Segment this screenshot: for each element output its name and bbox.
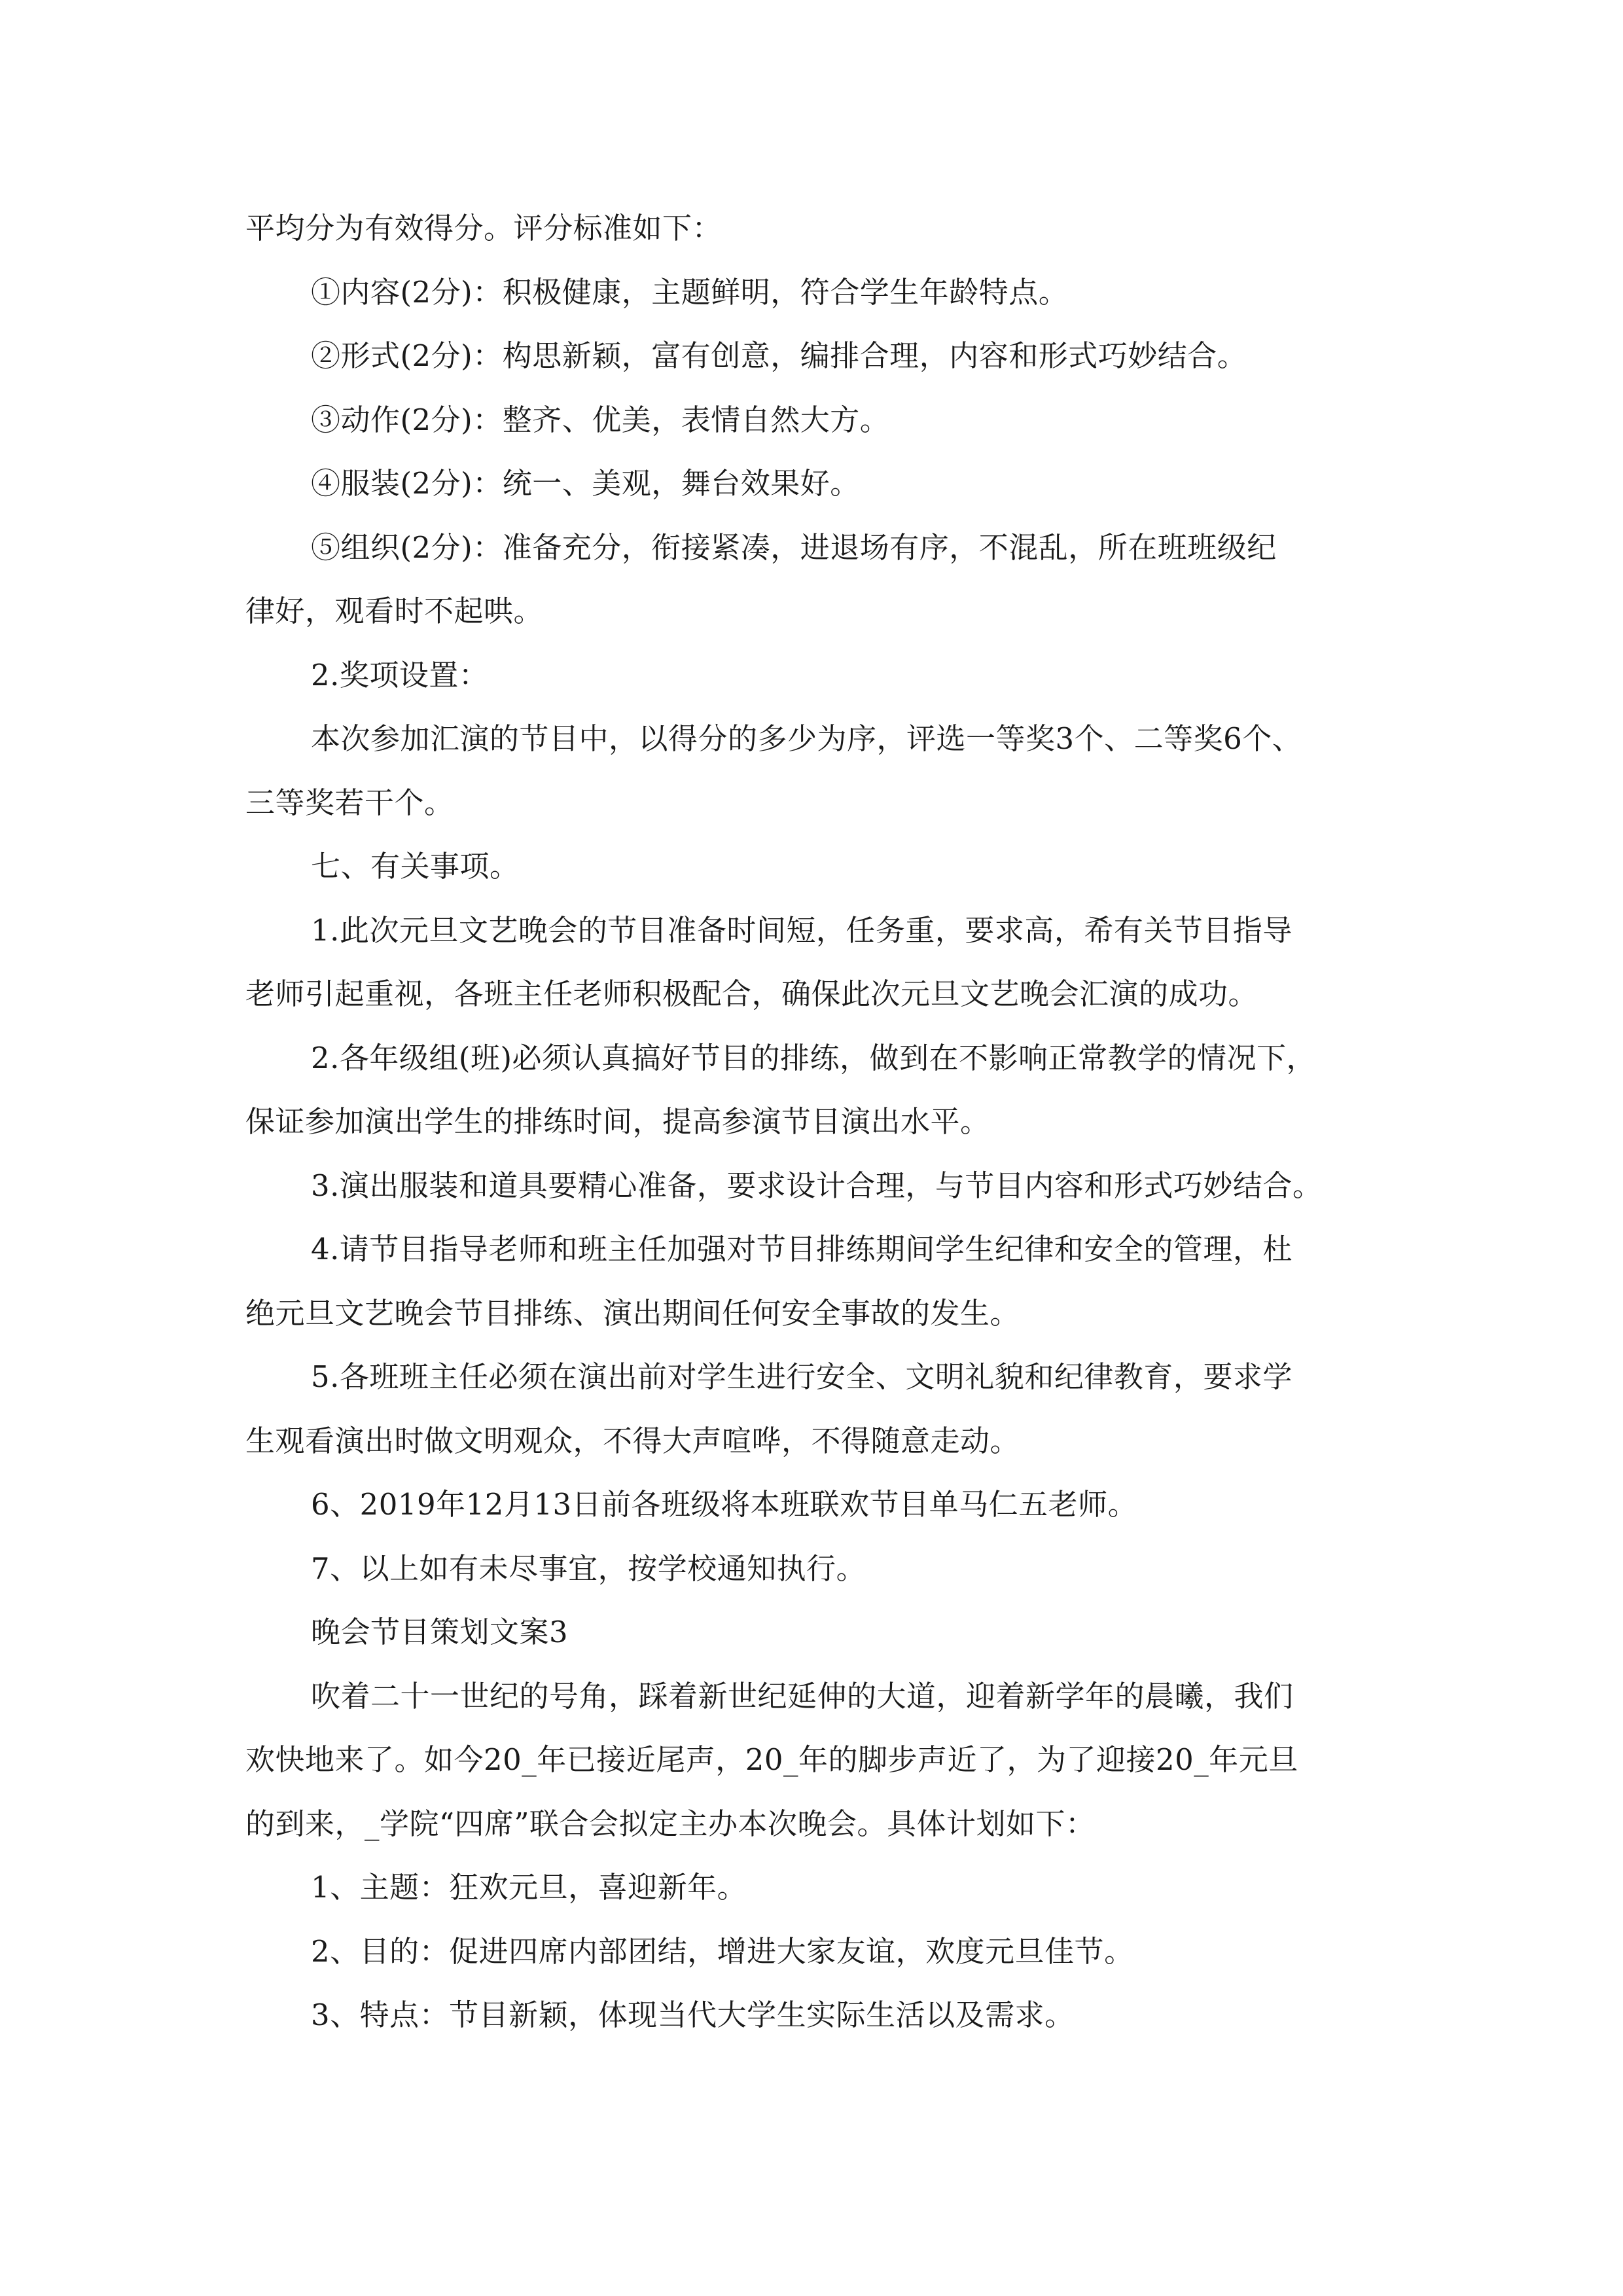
text-line: ④服装(2分)：统一、美观，舞台效果好。: [311, 466, 860, 501]
section-heading: 晚会节目策划文案3: [311, 1615, 569, 1649]
text-line: 三等奖若干个。: [245, 785, 454, 820]
text-line: 本次参加汇演的节目中，以得分的多少为序，评选一等奖3个、二等奖6个、: [311, 721, 1302, 756]
text-line: 的到来，_学院“四席”联合会拟定主办本次晚会。具体计划如下：: [245, 1806, 1096, 1841]
text-line: 律好，观看时不起哄。: [245, 594, 544, 628]
text-line: 1、主题：狂欢元旦，喜迎新年。: [311, 1870, 747, 1905]
text-line: ⑤组织(2分)：准备充分，衔接紧凑，进退场有序，不混乱，所在班班级纪: [311, 529, 1277, 565]
text-line: 生观看演出时做文明观众，不得大声喧哗，不得随意走动。: [245, 1423, 1020, 1458]
text-line: 3、特点：节目新颖，体现当代大学生实际生活以及需求。: [311, 1998, 1075, 2032]
text-line: 绝元旦文艺晚会节目排练、演出期间任何安全事故的发生。: [245, 1295, 1020, 1331]
section-heading: 2.奖项设置：: [311, 657, 489, 692]
text-line: 6、2019年12月13日前各班级将本班联欢节目单马仁五老师。: [311, 1487, 1138, 1522]
text-line: ①内容(2分)：积极健康，主题鲜明，符合学生年龄特点。: [311, 274, 1069, 310]
text-line: 3.演出服装和道具要精心准备，要求设计合理，与节目内容和形式巧妙结合。: [311, 1168, 1323, 1203]
text-line: ②形式(2分)：构思新颖，富有创意，编排合理，内容和形式巧妙结合。: [311, 338, 1247, 373]
section-heading: 七、有关事项。: [311, 849, 520, 884]
text-line: 保证参加演出学生的排练时间，提高参演节目演出水平。: [245, 1104, 990, 1139]
document-body: [245, 196, 1378, 2047]
text-line: 1.此次元旦文艺晚会的节目准备时间短，任务重，要求高，希有关节目指导: [311, 912, 1293, 948]
text-line: 欢快地来了。如今20_年已接近尾声，20_年的脚步声近了，为了迎接20_年元旦: [245, 1742, 1298, 1777]
text-line: 平均分为有效得分。评分标准如下：: [245, 211, 722, 245]
text-line: ③动作(2分)：整齐、优美，表情自然大方。: [311, 402, 890, 437]
text-line: 老师引起重视，各班主任老师积极配合，确保此次元旦文艺晚会汇演的成功。: [245, 977, 1258, 1011]
text-line: 2.各年级组(班)必须认真搞好节目的排练，做到在不影响正常教学的情况下，: [311, 1040, 1317, 1075]
text-line: 7、以上如有未尽事宜，按学校通知执行。: [311, 1551, 866, 1586]
text-line: 2、目的：促进四席内部团结，增进大家友谊，欢度元旦佳节。: [311, 1933, 1134, 1969]
text-line: 吹着二十一世纪的号角，踩着新世纪延伸的大道，迎着新学年的晨曦，我们: [311, 1678, 1294, 1713]
text-line: 5.各班班主任必须在演出前对学生进行安全、文明礼貌和纪律教育，要求学: [311, 1359, 1293, 1394]
text-line: 4.请节目指导老师和班主任加强对节目排练期间学生纪律和安全的管理，杜: [311, 1232, 1293, 1266]
